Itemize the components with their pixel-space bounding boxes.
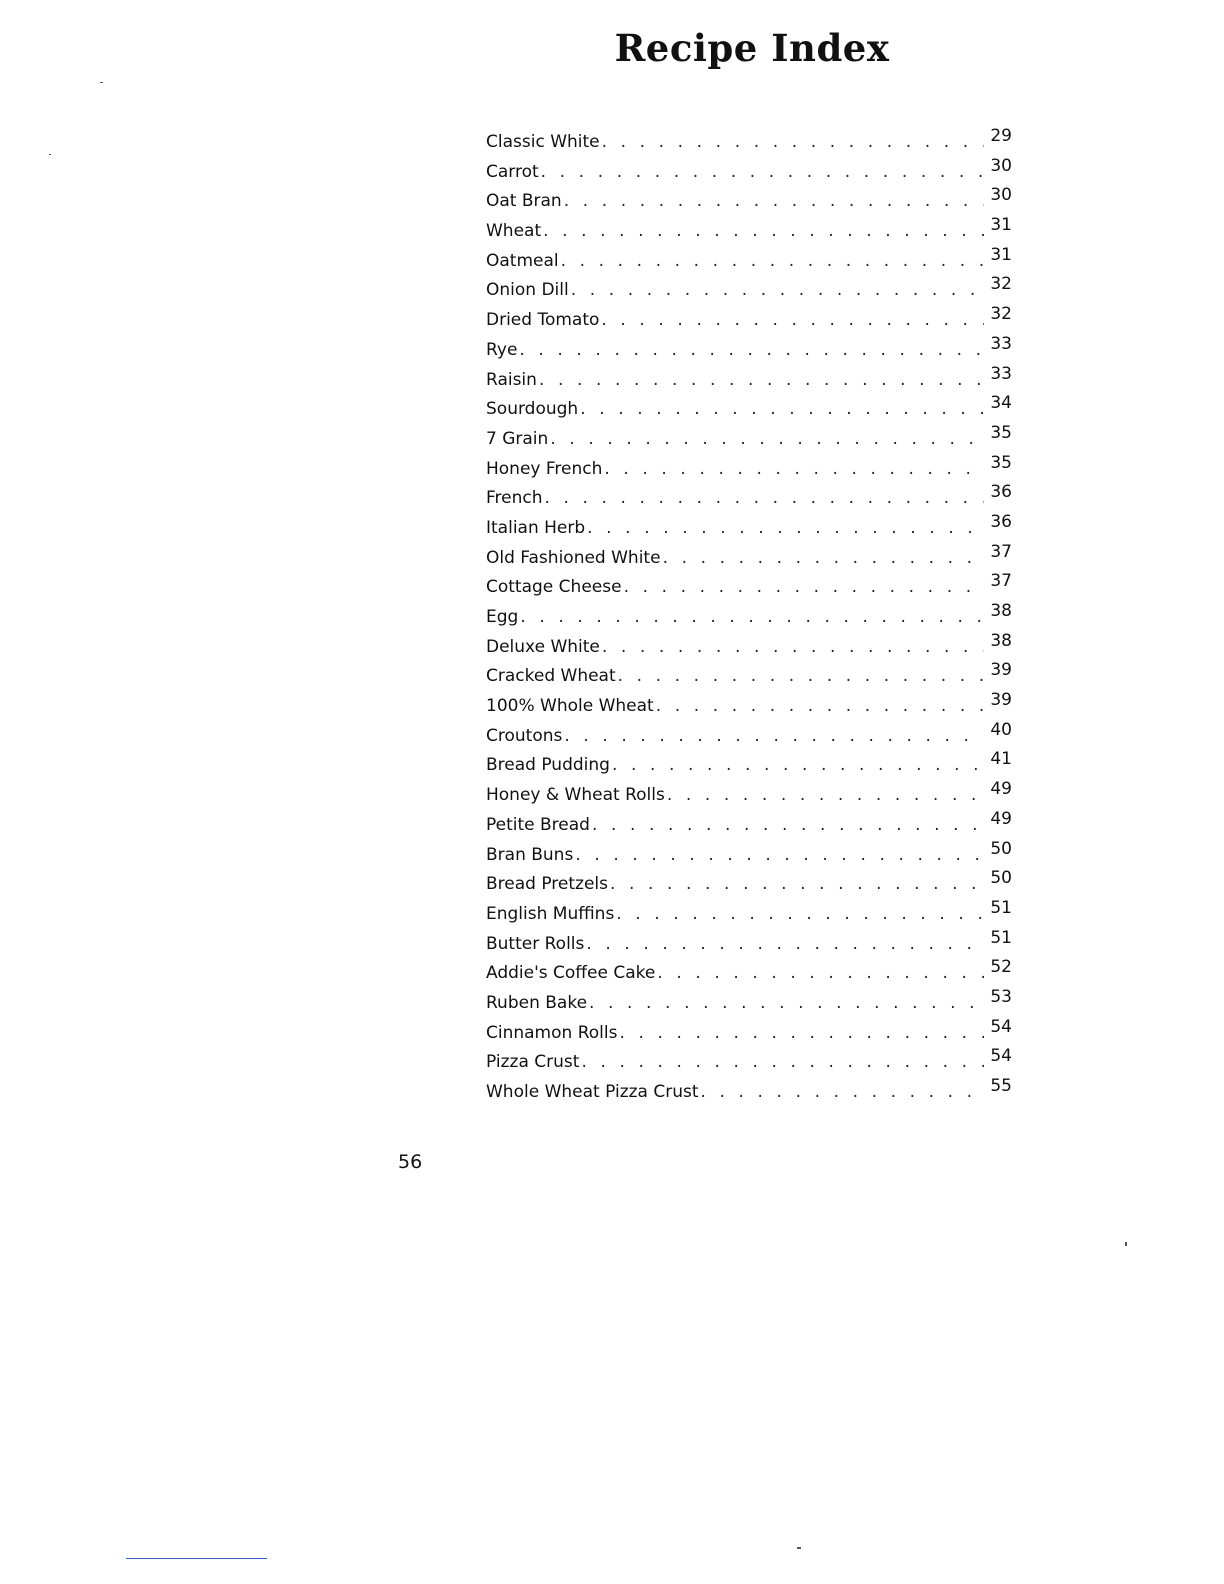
index-entry (486, 630, 1012, 663)
dot-leader (612, 751, 984, 781)
entry-name: English Muffins (486, 903, 615, 924)
index-entry (486, 484, 1012, 514)
index-entry (486, 452, 1012, 485)
dot-leader (564, 722, 984, 752)
entry-page-number: 38 (990, 601, 1012, 621)
entry-page-number: 32 (990, 274, 1012, 295)
index-entry (486, 128, 1012, 158)
index-entry (486, 276, 1012, 306)
dot-leader (663, 544, 984, 574)
dot-leader (701, 1078, 984, 1108)
index-entry (486, 422, 1012, 455)
entry-page-number: 35 (990, 452, 1012, 473)
entry-page-number: 54 (990, 1046, 1012, 1067)
dot-leader (580, 395, 984, 425)
index-entry (486, 808, 1012, 841)
index-entry (486, 395, 1012, 425)
index-entry (486, 306, 1012, 336)
dot-leader (604, 455, 984, 485)
entry-page-number: 50 (990, 868, 1012, 889)
entry-name: Whole Wheat Pizza Crust (486, 1082, 699, 1102)
index-entry (486, 363, 1012, 396)
entry-page-number: 53 (990, 986, 1012, 1007)
entry-page-number: 40 (990, 719, 1012, 740)
entry-name: Cracked Wheat (486, 666, 616, 687)
dot-leader (543, 217, 984, 247)
dot-leader (575, 841, 984, 871)
entry-page-number: 37 (990, 541, 1012, 562)
entry-name: Oatmeal (486, 250, 559, 271)
entry-page-number: 37 (990, 571, 1012, 592)
index-entry (486, 187, 1012, 217)
dot-leader (657, 959, 984, 989)
dot-leader (602, 128, 984, 158)
entry-page-number: 49 (990, 808, 1012, 829)
entry-name: Raisin (486, 369, 537, 390)
entry-name: French (486, 488, 543, 509)
entry-name: Cinnamon Rolls (486, 1022, 618, 1043)
entry-page-number: 51 (990, 927, 1012, 948)
entry-page-number: 30 (990, 185, 1012, 206)
dot-leader (616, 900, 984, 930)
index-entry (486, 781, 1012, 811)
index-entry (486, 751, 1012, 781)
entry-name: 7 Grain (486, 428, 549, 449)
dot-leader (571, 276, 984, 306)
dot-leader (592, 811, 984, 841)
dot-leader (586, 930, 984, 960)
entry-page-number: 50 (990, 838, 1012, 859)
entry-name: Bread Pudding (486, 755, 610, 776)
index-entry (486, 986, 1012, 1019)
entry-name: Dried Tomato (486, 310, 600, 331)
dot-leader (541, 158, 984, 188)
index-entry (486, 541, 1012, 574)
entry-page-number: 33 (990, 333, 1012, 354)
entry-name: Pizza Crust (486, 1052, 580, 1073)
entry-page-number: 52 (990, 957, 1012, 978)
entry-page-number: 51 (990, 897, 1012, 918)
dot-leader (520, 603, 984, 633)
index-entry (486, 897, 1012, 930)
dot-leader (550, 425, 984, 455)
entry-name: Petite Bread (486, 814, 590, 835)
entry-page-number: 55 (990, 1076, 1012, 1096)
index-entry (486, 244, 1012, 277)
recipe-index-list (486, 128, 1012, 1108)
index-entry (486, 662, 1012, 692)
dot-leader (581, 1048, 984, 1078)
entry-page-number: 54 (990, 1016, 1012, 1037)
entry-page-number: 38 (990, 630, 1012, 651)
scan-speck (49, 154, 51, 155)
entry-page-number: 36 (990, 482, 1012, 503)
entry-name: Wheat (486, 221, 542, 242)
entry-name: Carrot (486, 161, 539, 182)
entry-name: Honey French (486, 458, 603, 479)
entry-name: Butter Rolls (486, 933, 585, 954)
entry-page-number: 41 (990, 749, 1012, 770)
entry-name: Sourdough (486, 399, 579, 420)
dot-leader (619, 1019, 984, 1049)
entry-page-number: 31 (990, 215, 1012, 236)
scan-speck (100, 82, 103, 83)
entry-page-number: 32 (990, 304, 1012, 325)
entry-name: Bran Buns (486, 844, 574, 865)
dot-leader (564, 187, 984, 217)
entry-name: Oat Bran (486, 191, 562, 212)
dot-leader (618, 662, 984, 692)
index-entry (486, 870, 1012, 900)
index-entry (486, 573, 1012, 603)
dot-leader (601, 306, 984, 336)
dot-leader (656, 692, 984, 722)
entry-name: 100% Whole Wheat (486, 696, 654, 717)
dot-leader (667, 781, 984, 811)
page-title: Recipe Index (614, 26, 890, 70)
index-entry (486, 155, 1012, 188)
entry-page-number: 36 (990, 511, 1012, 532)
page-number: 56 (398, 1151, 423, 1173)
index-entry (486, 927, 1012, 960)
index-entry (486, 1048, 1012, 1078)
entry-page-number: 39 (990, 690, 1012, 711)
dot-leader (589, 989, 984, 1019)
dot-leader (519, 336, 984, 366)
entry-page-number: 30 (990, 155, 1012, 176)
entry-name: Bread Pretzels (486, 874, 609, 895)
entry-name: Croutons (486, 725, 563, 746)
entry-page-number: 39 (990, 660, 1012, 681)
entry-page-number: 49 (990, 779, 1012, 800)
entry-page-number: 33 (990, 363, 1012, 384)
bottom-rule (126, 1558, 267, 1559)
entry-page-number: 29 (990, 126, 1012, 146)
dot-leader (602, 633, 984, 663)
entry-name: Addie's Coffee Cake (486, 963, 656, 984)
entry-name: Deluxe White (486, 636, 600, 657)
dot-leader (587, 514, 984, 544)
index-entry (486, 692, 1012, 722)
index-entry (486, 1016, 1012, 1049)
scan-speck (1125, 1242, 1127, 1246)
entry-name: Classic White (486, 132, 600, 152)
index-entry (486, 511, 1012, 544)
entry-name: Rye (486, 339, 518, 360)
entry-name: Egg (486, 607, 519, 627)
entry-page-number: 31 (990, 244, 1012, 265)
index-entry (486, 1078, 1012, 1108)
index-entry (486, 333, 1012, 366)
dot-leader (539, 366, 984, 396)
entry-page-number: 34 (990, 393, 1012, 414)
entry-name: Italian Herb (486, 517, 586, 538)
entry-name: Old Fashioned White (486, 547, 661, 568)
dot-leader (624, 573, 984, 603)
entry-page-number: 35 (990, 422, 1012, 443)
index-entry (486, 719, 1012, 752)
entry-name: Ruben Bake (486, 992, 588, 1013)
entry-name: Cottage Cheese (486, 577, 622, 598)
index-entry (486, 217, 1012, 247)
dot-leader (610, 870, 984, 900)
index-entry (486, 603, 1012, 633)
dot-leader (545, 484, 984, 514)
index-entry (486, 838, 1012, 871)
entry-name: Onion Dill (486, 280, 569, 301)
dot-leader (561, 247, 984, 277)
entry-name: Honey & Wheat Rolls (486, 785, 665, 806)
scan-speck (797, 1547, 801, 1549)
index-entry (486, 959, 1012, 989)
